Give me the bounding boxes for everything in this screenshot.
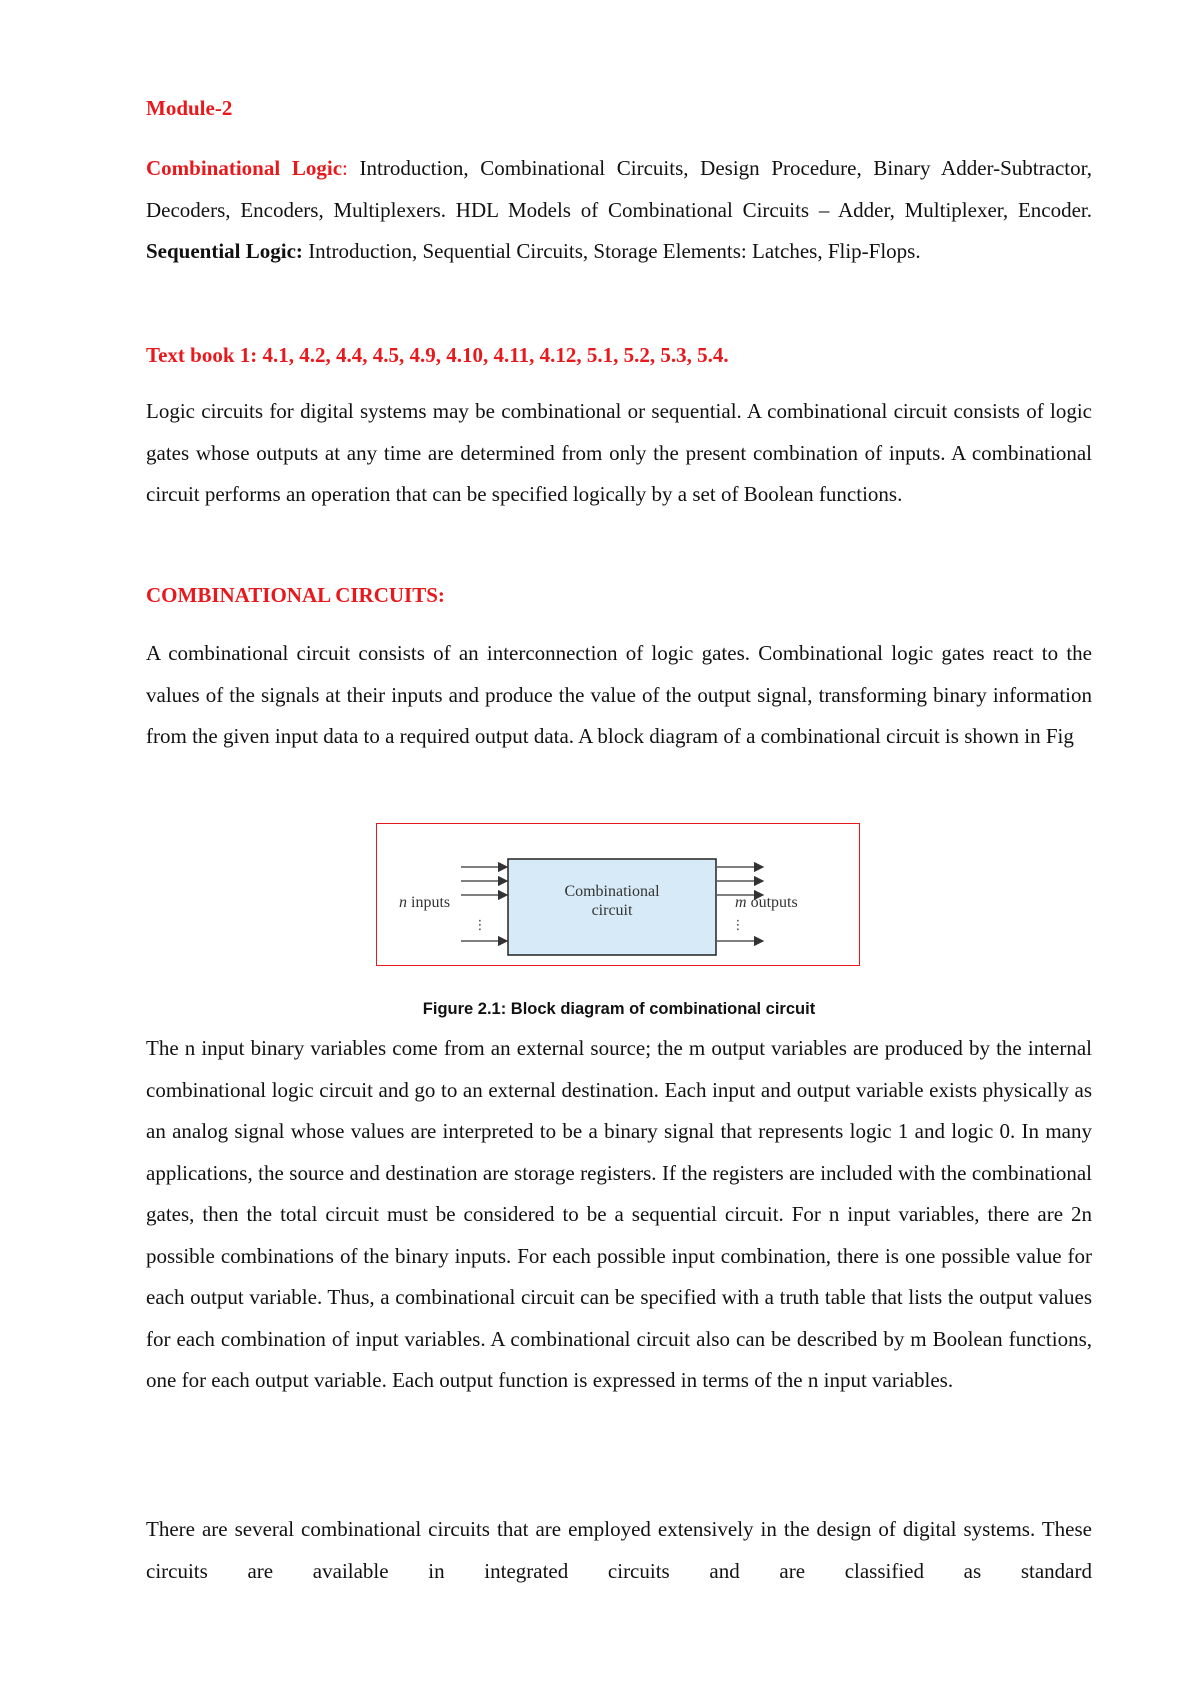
syllabus-paragraph (146, 148, 1092, 273)
output-ellipsis: ⋮ (731, 918, 745, 933)
figure-caption: Figure 2.1: Block diagram of combinational circuit (422, 1000, 816, 1018)
colon: : (342, 156, 348, 180)
inputs-label (399, 894, 450, 911)
block-label-line-2: circuit (591, 902, 633, 919)
output-label: outputs (746, 894, 798, 911)
block-label-line-1: Combinational (564, 883, 660, 900)
body-paragraph: The n input binary variables come from an external source; the m output variables are produced by the internal combinational logic circuit and go to an external destination. Each input and output variable exists physically as an analog signal whose values are interpreted to be a binary signal that represents logic 1 and logic 0. In many applications, the source and destination are storage registers. If the registers are included with the combinational gates, then the total circuit must be considered to be a sequential circuit. For n input variables, there are 2n possible combinations of the binary inputs. For each possible input combination, there is one possible value for each output variable. Thus, a combinational circuit can be specified with a truth table that lists the output values for each combination of input variables. A combinational circuit also can be described by m Boolean functions, one for each output variable. Each output function is expressed in terms of the n input variables. (146, 1036, 1092, 1392)
intro-paragraph: Logic circuits for digital systems may be combinational or sequential. A combinational circuit consists of logic gates whose outputs at any time are determined from only the present combination of inputs. A combinational circuit performs an operation that can be specified logically by a set of Boolean functions. (146, 399, 1092, 506)
input-ellipsis: ⋮ (473, 918, 487, 933)
combinational-logic-label: Combinational Logic (146, 156, 343, 180)
last-paragraph: There are several combinational circuits that are employed extensively in the design of digital systems. These circuits are available in integrated circuits and are classified as standard (146, 1517, 1092, 1583)
text-book-reference: Text book 1: 4.1, 4.2, 4.4, 4.5, 4.9, 4.10, 4.11, 4.12, 5.1, 5.2, 5.3, 5.4. (146, 343, 729, 367)
syllabus-text-2: Introduction, Sequential Circuits, Storage Elements: Latches, Flip-Flops. (302, 239, 921, 263)
section-paragraph: A combinational circuit consists of an interconnection of logic gates. Combinational logic gates react to the values of the signals at their inputs and produce the value of the output signal, transforming binary information from the given input data to a required output data. A block diagram of a combinational circuit is shown in Fig (146, 641, 1092, 748)
section-heading: COMBINATIONAL CIRCUITS: (146, 583, 445, 607)
sequential-logic-label: Sequential Logic: (146, 239, 303, 263)
module-heading: Module-2 (146, 96, 233, 120)
input-label: inputs (407, 894, 451, 911)
syllabus-text-1: Introduction, Combinational Circuits, Design Procedure, Binary Adder-Subtractor, Decoders, Encoders, Multiplexers. HDL Models of Combinational Circuits – Adder, Multiplexer, Encoder. (146, 156, 1092, 222)
outputs-label (735, 894, 798, 911)
output-m: m (735, 894, 747, 911)
block-diagram-figure (376, 823, 860, 966)
block-diagram-svg (377, 824, 861, 967)
input-n: n (399, 894, 407, 911)
